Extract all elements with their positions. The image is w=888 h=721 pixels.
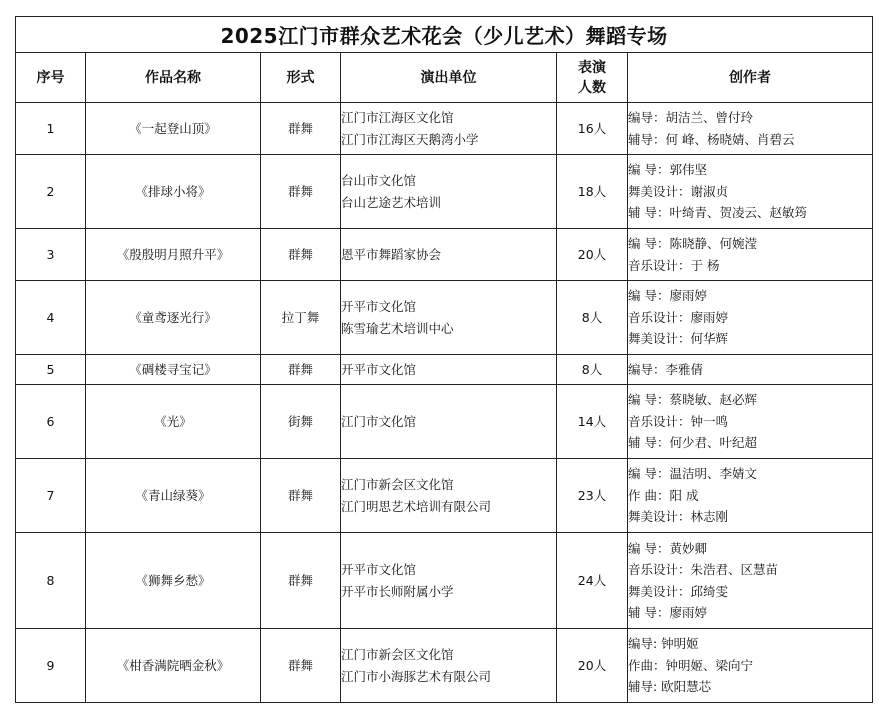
header-no: 序号: [16, 53, 86, 103]
table-row: [16, 355, 873, 385]
dance-form: 群舞: [261, 229, 341, 281]
header-unit: 演出单位: [341, 53, 557, 103]
performing-unit: 江门市文化馆: [341, 413, 417, 429]
performing-unit: 江门市小海豚艺术有限公司: [341, 668, 492, 684]
performing-units: [341, 459, 557, 533]
creator-line: 音乐设计：于 杨: [628, 257, 720, 273]
performing-unit: 江门明思艺术培训有限公司: [341, 498, 492, 514]
title-row: [16, 17, 873, 53]
performing-units: [341, 103, 557, 155]
creators: [628, 103, 873, 155]
row-number: 8: [16, 533, 86, 629]
performer-count: 24人: [557, 533, 628, 629]
dance-form: 群舞: [261, 355, 341, 385]
performing-unit: 开平市文化馆: [341, 299, 417, 314]
creator-line: 辅 导：廖雨婷: [628, 605, 707, 620]
performer-count: 20人: [557, 229, 628, 281]
performer-count: 8人: [557, 355, 628, 385]
table-row: [16, 103, 873, 155]
performer-count: 20人: [557, 629, 628, 703]
creator-line: 音乐设计：朱浩君、区慧苗: [628, 562, 779, 577]
performing-unit: 开平市文化馆: [341, 361, 417, 377]
creator-line: 编 导：温洁明、李婧文: [628, 466, 757, 482]
work-title: 《狮舞乡愁》: [86, 533, 261, 629]
creators: [628, 533, 873, 629]
creator-line: 编导: 钟明姬: [628, 636, 699, 652]
performing-units: [341, 355, 557, 385]
performer-count: 8人: [557, 281, 628, 355]
performing-unit: 台山市文化馆: [341, 173, 417, 188]
performer-count: 23人: [557, 459, 628, 533]
performer-count: 18人: [557, 155, 628, 229]
creators: [628, 155, 873, 229]
creator-line: 作 曲：阳 成: [628, 487, 699, 503]
performer-count: 16人: [557, 103, 628, 155]
row-number: 1: [16, 103, 86, 155]
creators: [628, 385, 873, 459]
work-title: 《碉楼寻宝记》: [86, 355, 261, 385]
creator-line: 编 导：陈晓静、何婉滢: [628, 236, 757, 251]
table-row: [16, 229, 873, 281]
header-count: [557, 53, 628, 103]
performing-units: [341, 533, 557, 629]
work-title: 《青山绿葵》: [86, 459, 261, 533]
creator-line: 编 导：郭伟坚: [628, 162, 707, 178]
creator-line: 编 导：廖雨婷: [628, 288, 707, 304]
performing-unit: 陈雪瑜艺术培训中心: [341, 320, 454, 336]
header-count-line1: 表演: [578, 59, 606, 76]
performing-unit: 江门市新会区文化馆: [341, 477, 454, 492]
row-number: 7: [16, 459, 86, 533]
table-row: [16, 629, 873, 703]
dance-form: 群舞: [261, 533, 341, 629]
creators: [628, 629, 873, 703]
work-title: 《殷殷明月照升平》: [86, 229, 261, 281]
header-creators: 创作者: [628, 53, 873, 103]
performing-unit: 江门市江海区文化馆: [341, 110, 454, 125]
performing-unit: 开平市文化馆: [341, 562, 417, 577]
work-title: 《童鸢逐光行》: [86, 281, 261, 355]
performing-units: [341, 385, 557, 459]
performing-unit: 恩平市舞蹈家协会: [341, 246, 442, 262]
performing-units: [341, 629, 557, 703]
creator-line: 舞美设计：林志刚: [628, 509, 729, 525]
performing-unit: 江门市新会区文化馆: [341, 647, 454, 662]
creator-line: 辅 导：何少君、叶纪超: [628, 435, 757, 451]
row-number: 4: [16, 281, 86, 355]
work-title: 《柑香满院晒金秋》: [86, 629, 261, 703]
dance-form: 群舞: [261, 459, 341, 533]
page-title: 2025江门市群众艺术花会（少儿艺术）舞蹈专场: [16, 17, 873, 53]
creators: [628, 229, 873, 281]
creator-line: 辅导: 欧阳慧芯: [628, 679, 712, 695]
creator-line: 舞美设计：邱绮雯: [628, 583, 729, 599]
creator-line: 辅 导：叶绮青、贺凌云、赵敏筠: [628, 205, 807, 221]
performing-units: [341, 281, 557, 355]
creator-line: 编导：胡洁兰、曾付玲: [628, 110, 754, 125]
performer-count: 14人: [557, 385, 628, 459]
creator-line: 编 导：蔡晓敏、赵必辉: [628, 392, 757, 408]
table-row: [16, 533, 873, 629]
performing-unit: 开平市长师附属小学: [341, 583, 454, 599]
creators: [628, 281, 873, 355]
table-row: [16, 385, 873, 459]
performing-unit: 台山艺途艺术培训: [341, 194, 442, 210]
header-count-line2: 人数: [578, 79, 606, 96]
row-number: 6: [16, 385, 86, 459]
creator-line: 辅导：何 峰、杨晓婧、肖碧云: [628, 131, 795, 147]
row-number: 2: [16, 155, 86, 229]
performing-units: [341, 229, 557, 281]
dance-form: 拉丁舞: [261, 281, 341, 355]
creator-line: 音乐设计：廖雨婷: [628, 309, 729, 325]
header-form: 形式: [261, 53, 341, 103]
creator-line: 音乐设计：钟一鸣: [628, 413, 729, 429]
dance-form: 群舞: [261, 629, 341, 703]
table-row: [16, 155, 873, 229]
creator-line: 舞美设计：谢淑贞: [628, 183, 729, 199]
row-number: 5: [16, 355, 86, 385]
table-row: [16, 281, 873, 355]
creators: [628, 459, 873, 533]
dance-form: 群舞: [261, 103, 341, 155]
creator-line: 作曲：钟明姬、梁向宁: [628, 657, 754, 673]
table-body: [16, 103, 873, 703]
header-row: [16, 53, 873, 103]
header-work: 作品名称: [86, 53, 261, 103]
performing-units: [341, 155, 557, 229]
work-title: 《排球小将》: [86, 155, 261, 229]
creators: [628, 355, 873, 385]
table-row: [16, 459, 873, 533]
creator-line: 编 导：黄妙卿: [628, 540, 707, 556]
performing-unit: 江门市江海区天鹅湾小学: [341, 131, 479, 147]
work-title: 《一起登山顶》: [86, 103, 261, 155]
creator-line: 编导：李雅倩: [628, 361, 704, 377]
row-number: 3: [16, 229, 86, 281]
creator-line: 舞美设计：何华辉: [628, 331, 729, 347]
dance-form: 街舞: [261, 385, 341, 459]
program-table: [15, 16, 873, 703]
dance-form: 群舞: [261, 155, 341, 229]
work-title: 《光》: [86, 385, 261, 459]
row-number: 9: [16, 629, 86, 703]
